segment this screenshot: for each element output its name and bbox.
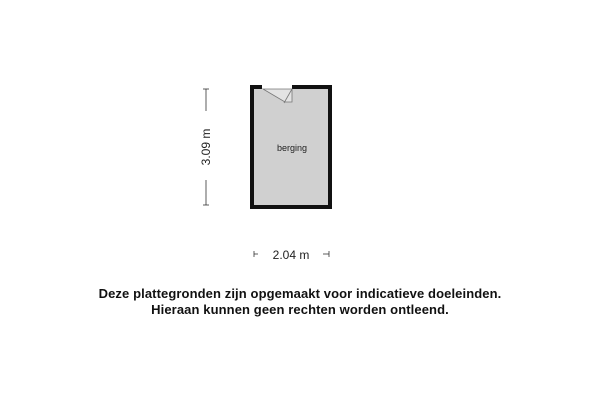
width-label: 2.04 m [272, 248, 310, 262]
disclaimer-line-1: Deze plattegronden zijn opgemaakt voor indicatieve doeleinden. [98, 286, 502, 301]
room-label: berging [276, 143, 308, 153]
width-dimension [254, 248, 329, 262]
height-dimension [199, 89, 213, 205]
height-label: 3.09 m [199, 128, 213, 166]
disclaimer-line-2: Hieraan kunnen geen rechten worden ontleend. [151, 302, 449, 317]
